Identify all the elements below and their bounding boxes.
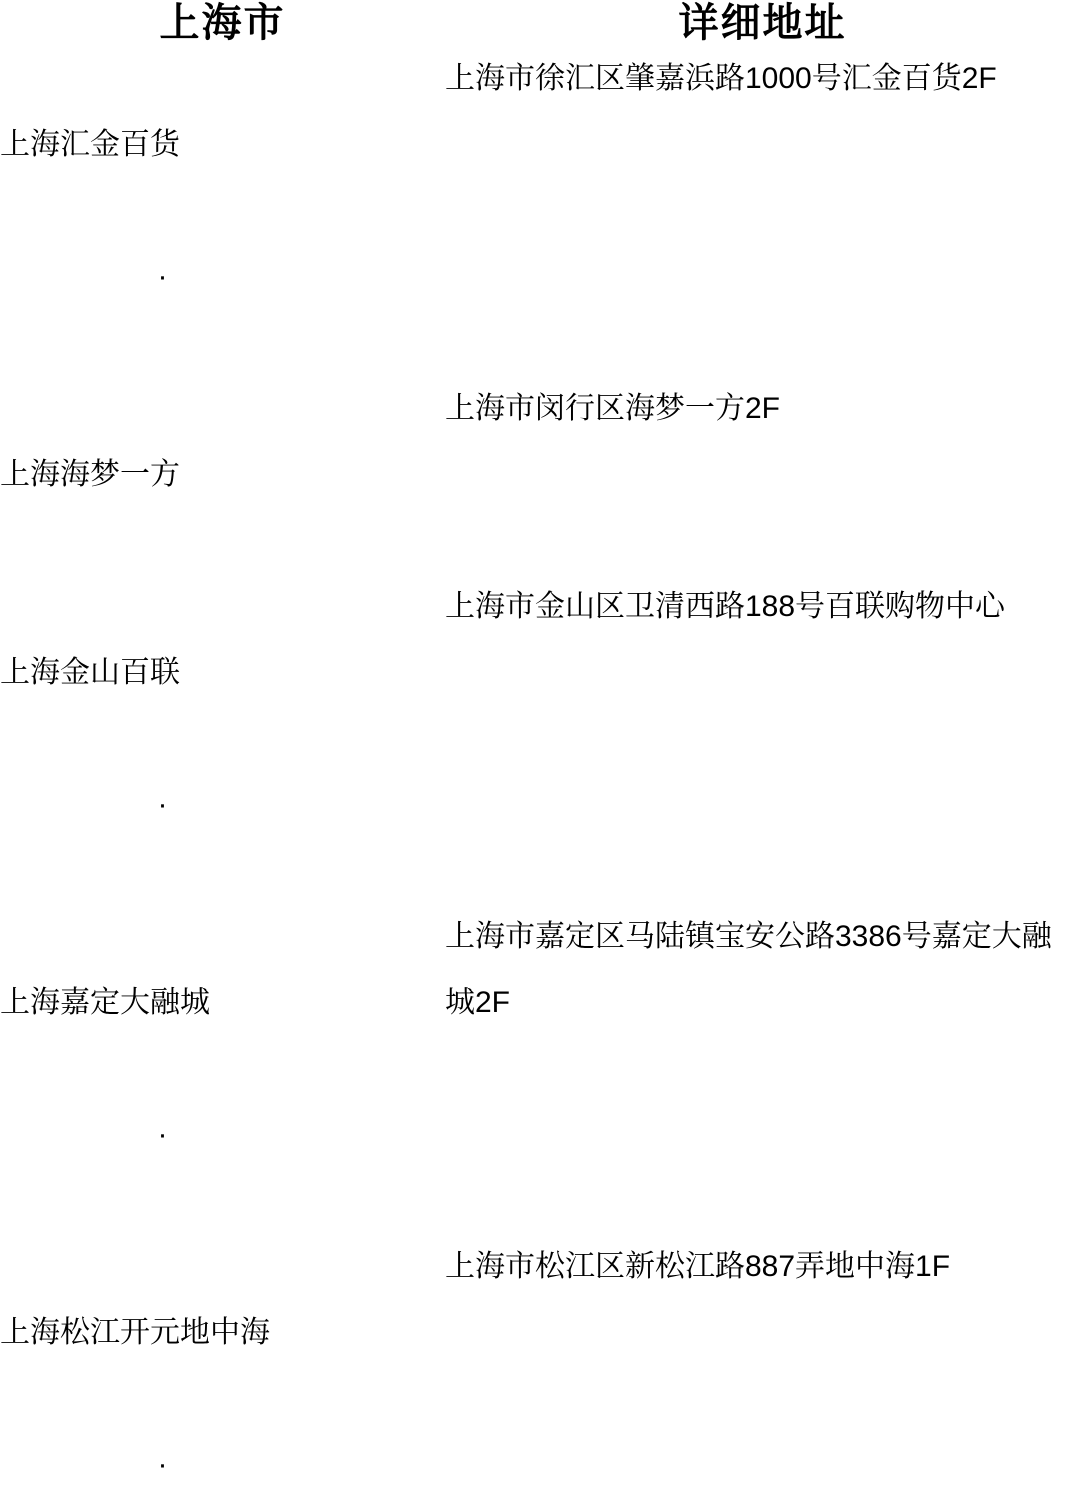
- store-name-text: 上海金山百联: [0, 656, 180, 689]
- table-row: [0, 46, 1080, 376]
- store-name-text: 上海海梦一方: [0, 458, 180, 491]
- cell-store-name: [0, 574, 445, 904]
- column-header-address: 详细地址: [678, 1, 847, 45]
- table-row: [0, 574, 1080, 904]
- cell-store-name: [0, 376, 445, 574]
- cell-store-address: 上海市闵行区海梦一方2F: [445, 392, 781, 425]
- cell-store-name: [0, 46, 445, 376]
- store-name-continuation: ·: [157, 1118, 168, 1151]
- table-row: [0, 1234, 1080, 1512]
- table-header-row: [0, 0, 1080, 46]
- table-row: [0, 904, 1080, 1234]
- store-name-continuation: ·: [157, 1448, 168, 1481]
- store-name-text: 上海汇金百货: [0, 128, 180, 161]
- store-name-continuation: ·: [157, 260, 168, 293]
- store-name-continuation: ·: [157, 788, 168, 821]
- cell-store-address: 上海市金山区卫清西路188号百联购物中心: [445, 590, 1006, 623]
- table-body: [0, 46, 1080, 1512]
- column-header-city: 上海市: [159, 1, 286, 45]
- store-name-text: 上海嘉定大融城: [0, 986, 210, 1019]
- cell-store-address: 上海市嘉定区马陆镇宝安公路3386号嘉定大融城2F: [445, 920, 1052, 1019]
- cell-store-name: [0, 904, 445, 1234]
- cell-store-name: [0, 1234, 445, 1512]
- cell-store-address: 上海市徐汇区肇嘉浜路1000号汇金百货2F: [445, 62, 997, 95]
- cell-store-address: 上海市松江区新松江路887弄地中海1F: [445, 1250, 951, 1283]
- table-header: [0, 0, 1080, 46]
- store-name-text: 上海松江开元地中海: [0, 1316, 270, 1349]
- table-row: [0, 376, 1080, 574]
